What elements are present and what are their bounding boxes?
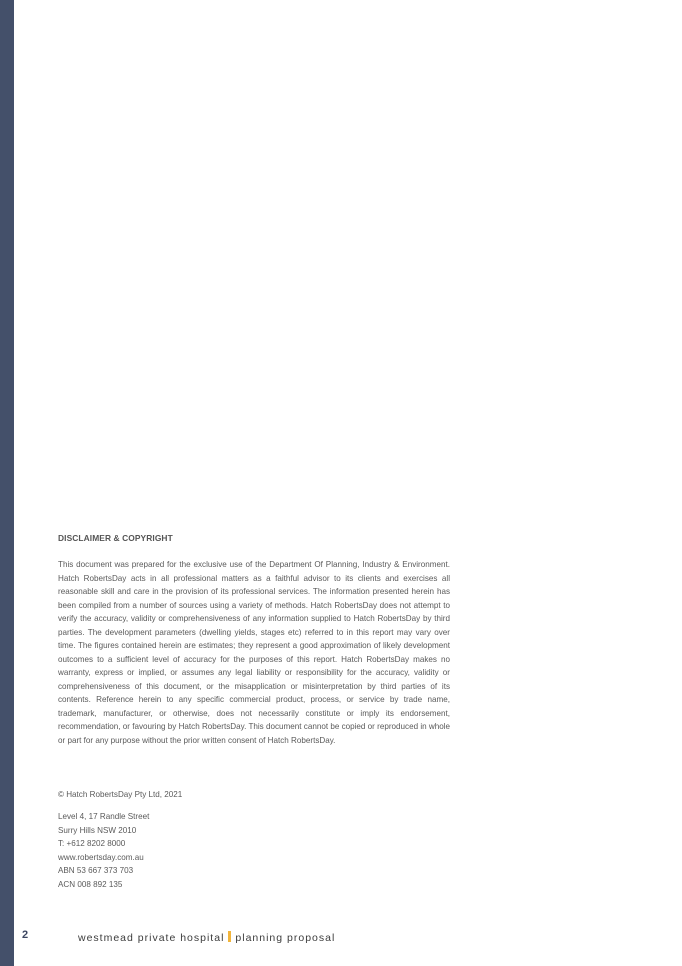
page-footer	[0, 928, 682, 946]
website-link[interactable]: www.robertsday.com.au	[58, 852, 144, 862]
abn-number: ABN 53 667 373 703	[58, 866, 134, 875]
footer-separator	[228, 931, 231, 942]
side-bar-decoration	[0, 0, 14, 966]
disclaimer-section	[58, 533, 450, 747]
disclaimer-heading: DISCLAIMER & COPYRIGHT	[58, 533, 173, 543]
disclaimer-body: This document was prepared for the exclusive use of the Department Of Planning, Industry & Environment. Hatch RobertsDay acts in all professional matters as a faithful advisor to its clients and exercises all reasonable skill and care in the provision of its professional services. The information presented herein has been compiled from a number of sources using a variety of methods. Hatch RobertsDay does not attempt to verify the accuracy, validity or comprehensiveness of any information supplied to Hatch RobertsDay by third parties. The development parameters (dwelling yields, stages etc) referred to in this report may vary over time. The figures contained herein are estimates; they represent a good approximation of likely development outcomes to a sufficient level of accuracy for the purposes of this report. Hatch RobertsDay makes no warranty, express or implied, or assumes any legal liability or responsibility for the accuracy, validity or comprehensiveness of this document, or the misapplication or misinterpretation by third parties of its contents. Reference herein to any specific commercial product, process, or service by trade name, trademark, manufacturer, or otherwise, does not necessarily constitute or imply its endorsement, recommendation, or favouring by Hatch RobertsDay. This document cannot be copied or reproduced in whole or part for any purpose without the prior written consent of Hatch RobertsDay.	[58, 560, 451, 745]
address-line-2: Surry Hills NSW 2010	[58, 825, 137, 835]
copyright-notice: © Hatch RobertsDay Pty Ltd, 2021	[58, 790, 183, 799]
phone-number: T: +612 8202 8000	[58, 839, 126, 848]
footer-title-project: westmead private hospital	[78, 932, 225, 944]
footer-title-document-type: planning proposal	[235, 932, 336, 944]
page-number: 2	[22, 929, 29, 941]
contact-details	[58, 810, 149, 891]
footer-document-title	[78, 931, 335, 944]
acn-number: ACN 008 892 135	[58, 879, 123, 889]
address-line-1: Level 4, 17 Randle Street	[58, 812, 150, 821]
